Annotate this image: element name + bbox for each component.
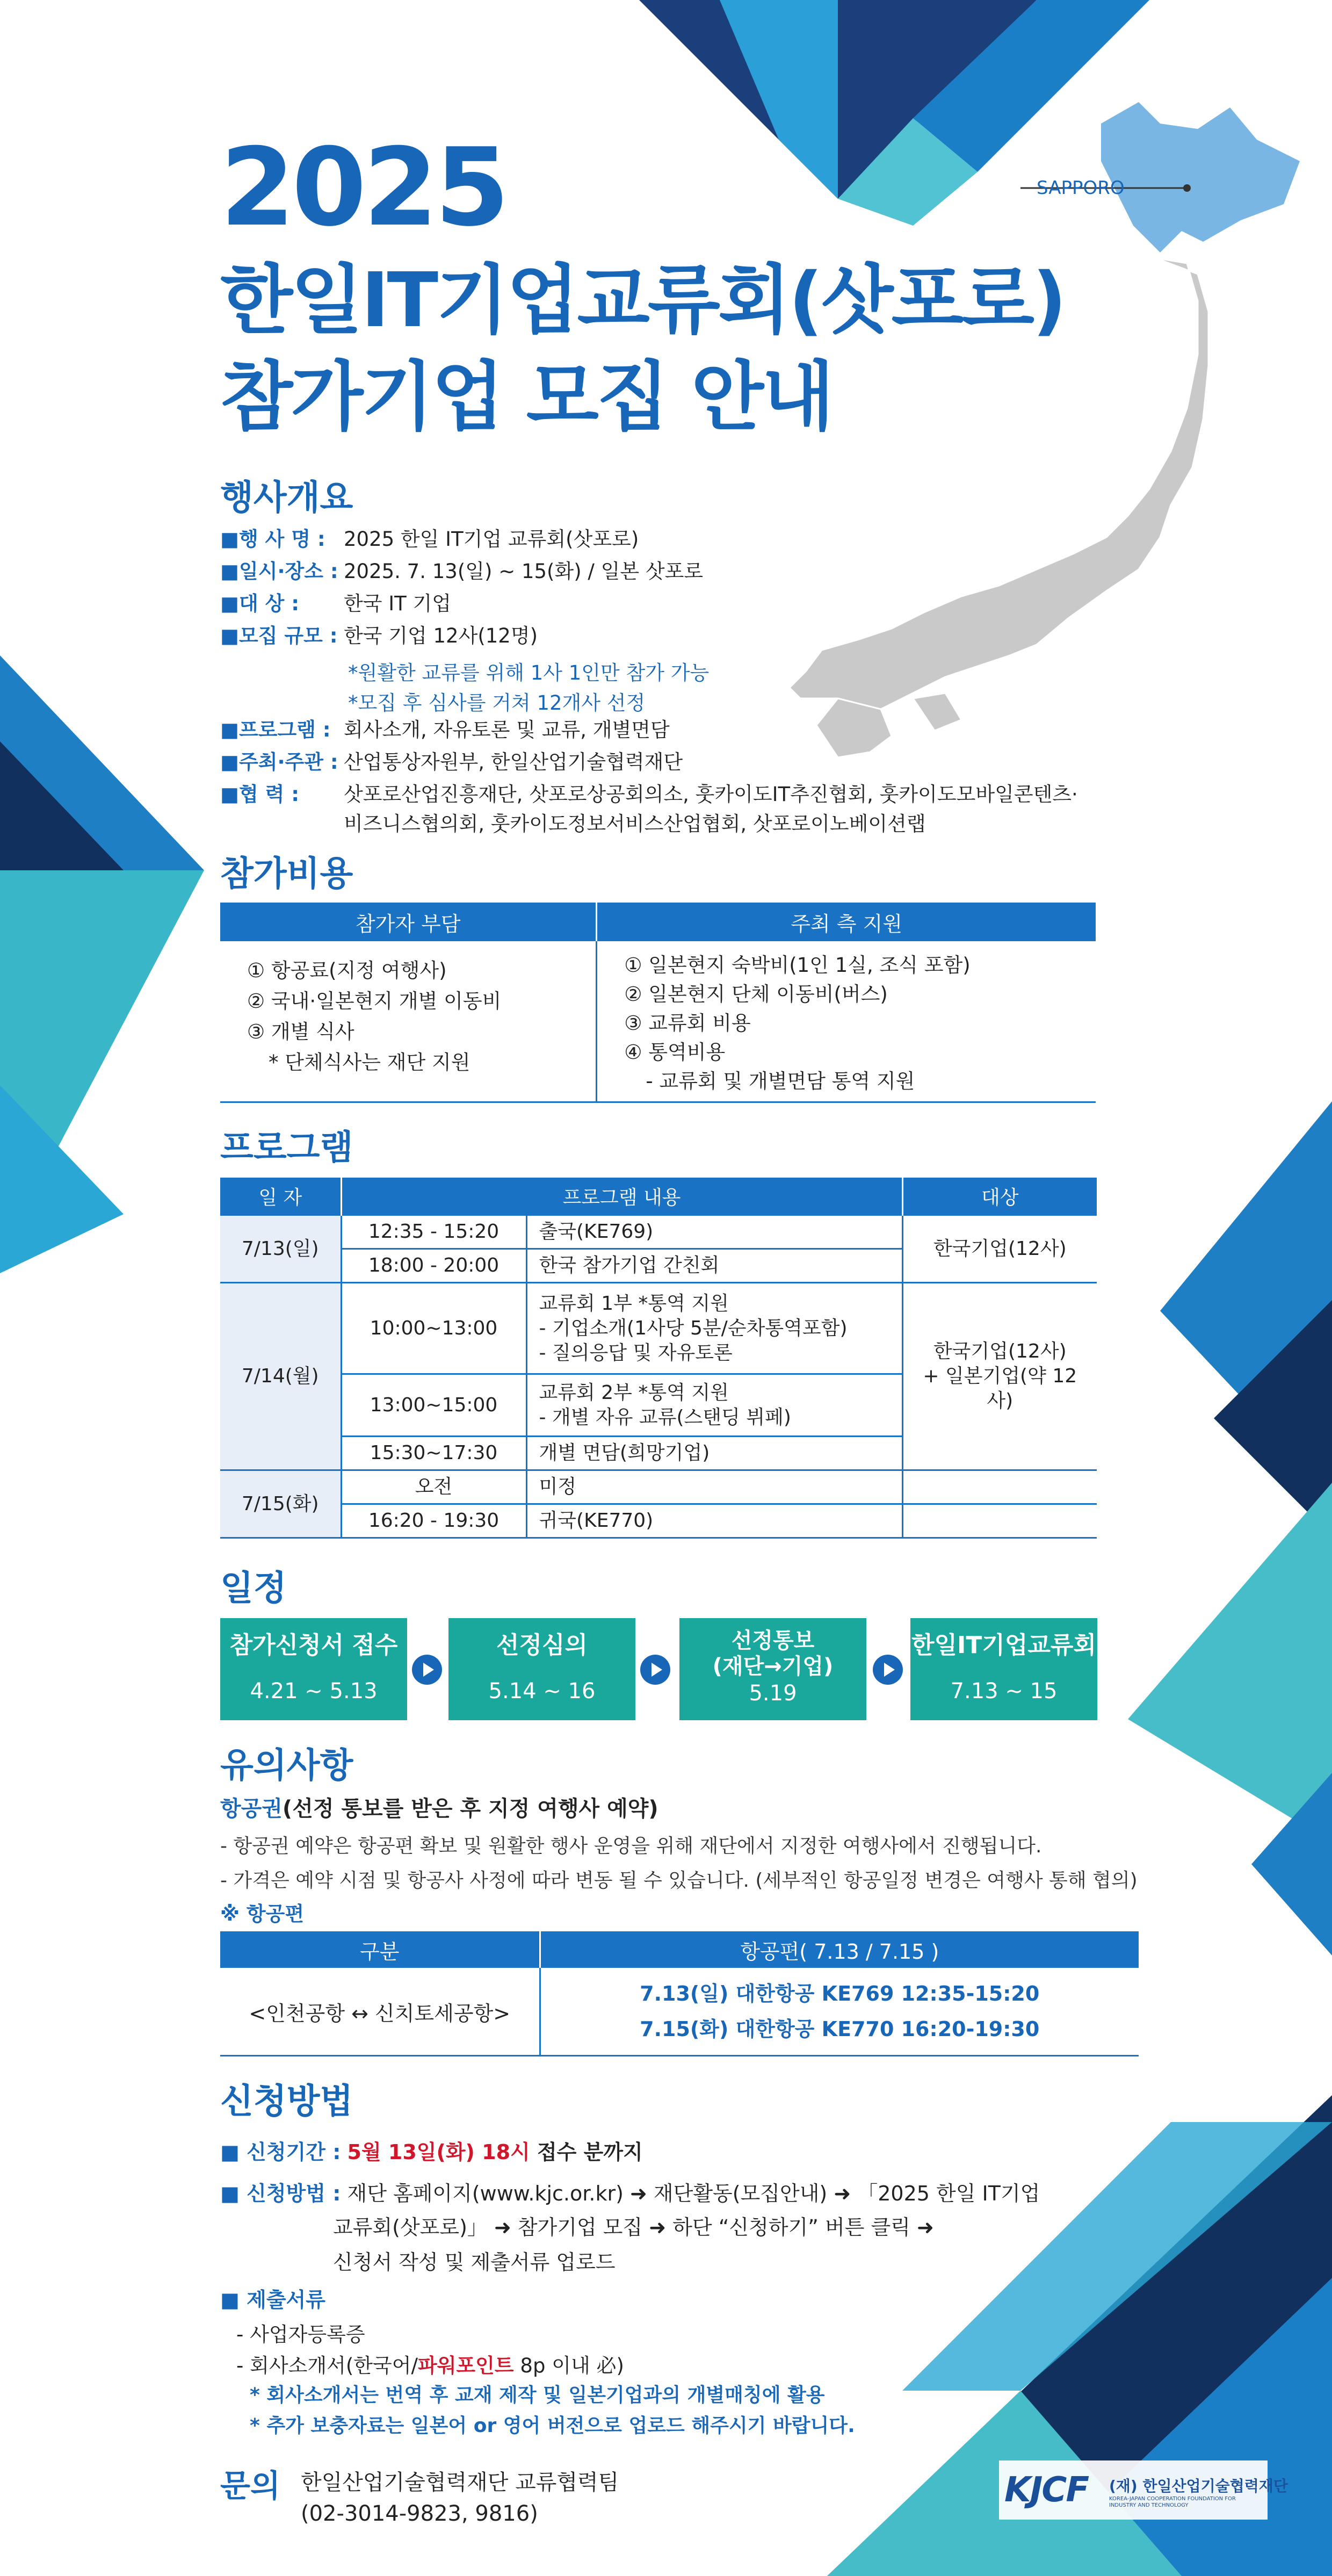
apply-period-deadline: 5월 13일(화) 18시 — [347, 2140, 530, 2164]
title-line-1: 한일IT기업교류회(삿포로) — [220, 257, 1065, 344]
program-target-line: + 일본기업(약 12사) — [923, 1365, 1077, 1412]
flight-item: 7.13(일) 대한항공 KE769 12:35-15:20 — [640, 1982, 1040, 2005]
overview-value: 한국 IT 기업 — [344, 592, 452, 615]
program-target — [902, 1283, 1097, 1470]
schedule-step-date: 5.14 ~ 16 — [488, 1679, 596, 1704]
program-content: 한국 참가기업 간친회 — [526, 1249, 902, 1283]
program-content-line: 교류회 1부 *통역 지원 — [539, 1292, 729, 1315]
cost-table — [220, 903, 1096, 1103]
cost-item: ② 국내·일본현지 개별 이동비 — [247, 990, 502, 1013]
cost-item: ① 항공료(지정 여행사) — [247, 959, 447, 982]
cost-item: ① 일본현지 숙박비(1인 1실, 조식 포함) — [624, 954, 971, 977]
cost-participant-cell — [220, 941, 597, 1102]
apply-doc: - 사업자등록증 — [236, 2323, 365, 2346]
contact-line: (02-3014-9823, 9816) — [301, 2501, 538, 2526]
apply-method — [220, 2177, 1040, 2206]
apply-period — [220, 2135, 643, 2165]
program-header-date: 일 자 — [220, 1178, 341, 1215]
logo-subtitle: KOREA-JAPAN COOPERATION FOUNDATION FOR INDUSTRY AND TECHNOLOGY — [1109, 2496, 1236, 2508]
cost-col-participant: 참가자 부담 — [220, 903, 597, 941]
schedule-step — [679, 1618, 866, 1720]
cost-item: - 교류회 및 개별면담 통역 지원 — [646, 1070, 915, 1093]
program-content-line: - 개별 자유 교류(스탠딩 뷔페) — [539, 1406, 791, 1428]
schedule-step — [220, 1618, 407, 1720]
cost-host-cell — [597, 941, 1096, 1102]
program-target: 한국기업(12사) — [902, 1215, 1097, 1283]
apply-method-label: ■ 신청방법 : — [220, 2182, 341, 2205]
schedule-step — [448, 1618, 635, 1720]
program-header-target: 대상 — [902, 1178, 1097, 1215]
notice-heading: 유의사항 — [220, 1746, 353, 1786]
flight-route: <인천공항 ↔ 신치토세공항> — [220, 1968, 540, 2056]
apply-docs-label-text: ■ 제출서류 — [220, 2288, 325, 2312]
program-date: 7/13(일) — [220, 1215, 341, 1283]
apply-note: * 추가 보충자료는 일본어 or 영어 버전으로 업로드 해주시기 바랍니다. — [250, 2415, 855, 2437]
contact-label: 문의 — [220, 2467, 281, 2504]
logo-mark: KJCF — [1004, 2470, 1089, 2510]
arrow-right-icon — [412, 1655, 442, 1685]
schedule-heading: 일정 — [220, 1569, 287, 1608]
program-content: 개별 면담(희망기업) — [526, 1437, 902, 1470]
overview-partner-continued: 비즈니스협의회, 훗카이도정보서비스산업협회, 삿포로이노베이션랩 — [344, 812, 926, 835]
program-content — [526, 1283, 902, 1374]
title-line-2: 참가기업 모집 안내 — [220, 353, 832, 441]
program-content: 귀국(KE770) — [526, 1504, 902, 1538]
flight-header-flights: 항공편( 7.13 / 7.15 ) — [540, 1931, 1139, 1968]
schedule-step-title: 선정통보 — [731, 1628, 815, 1653]
apply-doc — [236, 2349, 624, 2378]
table-row — [220, 1283, 1097, 1374]
program-time: 16:20 - 19:30 — [341, 1504, 526, 1538]
flight-item: 7.15(화) 대한항공 KE770 16:20-19:30 — [640, 2017, 1040, 2041]
overview-heading: 행사개요 — [220, 478, 353, 518]
overview-label: ■협 력 : — [220, 783, 300, 806]
program-content — [526, 1374, 902, 1437]
notice-sub-blue: 항공권 — [220, 1796, 283, 1821]
overview-label: ■모집 규모 : — [220, 624, 338, 647]
program-content: 미정 — [526, 1470, 902, 1504]
overview-value: 2025. 7. 13(일) ~ 15(화) / 일본 삿포로 — [344, 560, 704, 583]
apply-period-rest: 접수 분까지 — [530, 2140, 643, 2164]
schedule-step-subtitle: (재단→기업) — [712, 1654, 834, 1679]
overview-value: 2025 한일 IT기업 교류회(삿포로) — [344, 528, 639, 551]
arrow-right-icon — [640, 1655, 670, 1685]
overview-row — [220, 626, 538, 646]
overview-note: *모집 후 심사를 거쳐 12개사 선정 — [348, 691, 646, 715]
overview-value: 회사소개, 자유토론 및 교류, 개별면담 — [344, 718, 670, 741]
table-row — [220, 1504, 1097, 1538]
program-time: 13:00~15:00 — [341, 1374, 526, 1437]
overview-label: ■주최·주관 : — [220, 751, 338, 774]
overview-row — [220, 529, 639, 549]
program-header-content: 프로그램 내용 — [341, 1178, 902, 1215]
program-date: 7/14(월) — [220, 1283, 341, 1470]
overview-row — [220, 720, 670, 740]
contact-info — [301, 2467, 619, 2529]
notice-line: - 가격은 예약 시점 및 항공사 사정에 따라 변동 될 수 있습니다. (세부적인 항공일정 변경은 여행사 통해 협의) — [220, 1870, 1138, 1892]
program-time: 오전 — [341, 1470, 526, 1504]
program-time: 18:00 - 20:00 — [341, 1249, 526, 1283]
apply-note: * 회사소개서는 번역 후 교재 제작 및 일본기업과의 개별매칭에 활용 — [250, 2384, 825, 2406]
schedule-step-date: 4.21 ~ 5.13 — [250, 1679, 378, 1704]
notice-line: - 항공권 예약은 항공편 확보 및 원활한 행사 운영을 위해 재단에서 지정한 여행사에서 진행됩니다. — [220, 1835, 1042, 1857]
flight-table — [220, 1931, 1139, 2057]
title-year: 2025 — [220, 125, 506, 250]
overview-value: 산업통상자원부, 한일산업기술협력재단 — [344, 751, 683, 774]
overview-label: ■행 사 명 : — [220, 528, 325, 551]
apply-period-label: ■ 신청기간 : — [220, 2140, 341, 2164]
map-city-label: SAPPORO — [1037, 177, 1125, 199]
overview-row — [220, 752, 683, 772]
program-target-empty — [902, 1504, 1097, 1538]
table-row — [220, 1215, 1097, 1249]
cost-heading: 참가비용 — [220, 854, 353, 894]
program-content-line: - 질의응답 및 자유토론 — [539, 1341, 733, 1364]
program-time: 12:35 - 15:20 — [341, 1215, 526, 1249]
program-time: 15:30~17:30 — [341, 1437, 526, 1470]
cost-item: ③ 개별 식사 — [247, 1020, 354, 1043]
program-content: 출국(KE769) — [526, 1215, 902, 1249]
flight-list — [540, 1968, 1139, 2056]
overview-label: ■프로그램 : — [220, 718, 331, 741]
cost-item: ③ 교류회 비용 — [624, 1012, 751, 1035]
overview-value: 삿포로산업진흥재단, 삿포로상공회의소, 훗카이도IT추진협회, 훗카이도모바일콘텐츠· — [344, 783, 1078, 806]
overview-note: *원활한 교류를 위해 1사 1인만 참가 가능 — [348, 661, 710, 684]
program-heading: 프로그램 — [220, 1128, 353, 1168]
logo-name: (재) 한일산업기술협력재단 — [1109, 2477, 1288, 2495]
apply-doc-part: 8p 이내 必) — [513, 2354, 624, 2377]
schedule-step-title: 참가신청서 접수 — [229, 1632, 398, 1659]
apply-docs-label — [220, 2283, 325, 2313]
overview-label: ■대 상 : — [220, 592, 300, 615]
flight-label: ※ 항공편 — [220, 1902, 305, 1925]
overview-label: ■일시·장소 : — [220, 560, 338, 583]
schedule-step-title: 한일IT기업교류회 — [911, 1632, 1096, 1659]
program-time: 10:00~13:00 — [341, 1283, 526, 1374]
overview-row — [220, 594, 451, 614]
cost-item: ② 일본현지 단체 이동비(버스) — [624, 983, 888, 1006]
apply-method-line: 신청서 작성 및 제출서류 업로드 — [333, 2250, 616, 2274]
apply-method-line: 재단 홈페이지(www.kjc.or.kr) ➜ 재단활동(모집안내) ➜ 「2025 한일 IT기업 — [347, 2182, 1040, 2205]
overview-row — [220, 784, 1078, 804]
program-table — [220, 1178, 1097, 1539]
notice-sub-rest: (선정 통보를 받은 후 지정 여행사 예약) — [282, 1796, 658, 1821]
flight-header-type: 구분 — [220, 1931, 540, 1968]
overview-value: 한국 기업 12사(12명) — [344, 624, 538, 647]
schedule-step-date: 5.19 — [749, 1681, 797, 1706]
schedule-step — [910, 1618, 1097, 1720]
program-content-line: - 기업소개(1사당 5분/순차통역포함) — [539, 1317, 848, 1339]
cost-item: * 단체식사는 재단 지원 — [269, 1051, 470, 1074]
apply-doc-part: - 회사소개서(한국어/ — [236, 2354, 418, 2377]
apply-method-line: 교류회(삿포로)」 ➜ 참가기업 모집 ➜ 하단 “신청하기” 버튼 클릭 ➜ — [333, 2216, 934, 2239]
notice-subheading — [220, 1792, 658, 1822]
overview-row — [220, 561, 703, 581]
cost-col-host: 주최 측 지원 — [597, 903, 1096, 941]
program-target-line: 한국기업(12사) — [933, 1340, 1067, 1362]
foundation-logo — [999, 2460, 1288, 2520]
arrow-right-icon — [873, 1655, 903, 1685]
program-content-line: 교류회 2부 *통역 지원 — [539, 1381, 729, 1404]
schedule-step-date: 7.13 ~ 15 — [950, 1679, 1058, 1704]
cost-item: ④ 통역비용 — [624, 1041, 726, 1064]
apply-doc-highlight: 파워포인트 — [417, 2354, 514, 2377]
apply-heading: 신청방법 — [220, 2082, 353, 2122]
contact-line: 한일산업기술협력재단 교류협력팀 — [301, 2470, 619, 2495]
table-row — [220, 1470, 1097, 1504]
program-date: 7/15(화) — [220, 1470, 341, 1538]
schedule-step-title: 선정심의 — [496, 1632, 588, 1659]
program-target-empty — [902, 1470, 1097, 1504]
